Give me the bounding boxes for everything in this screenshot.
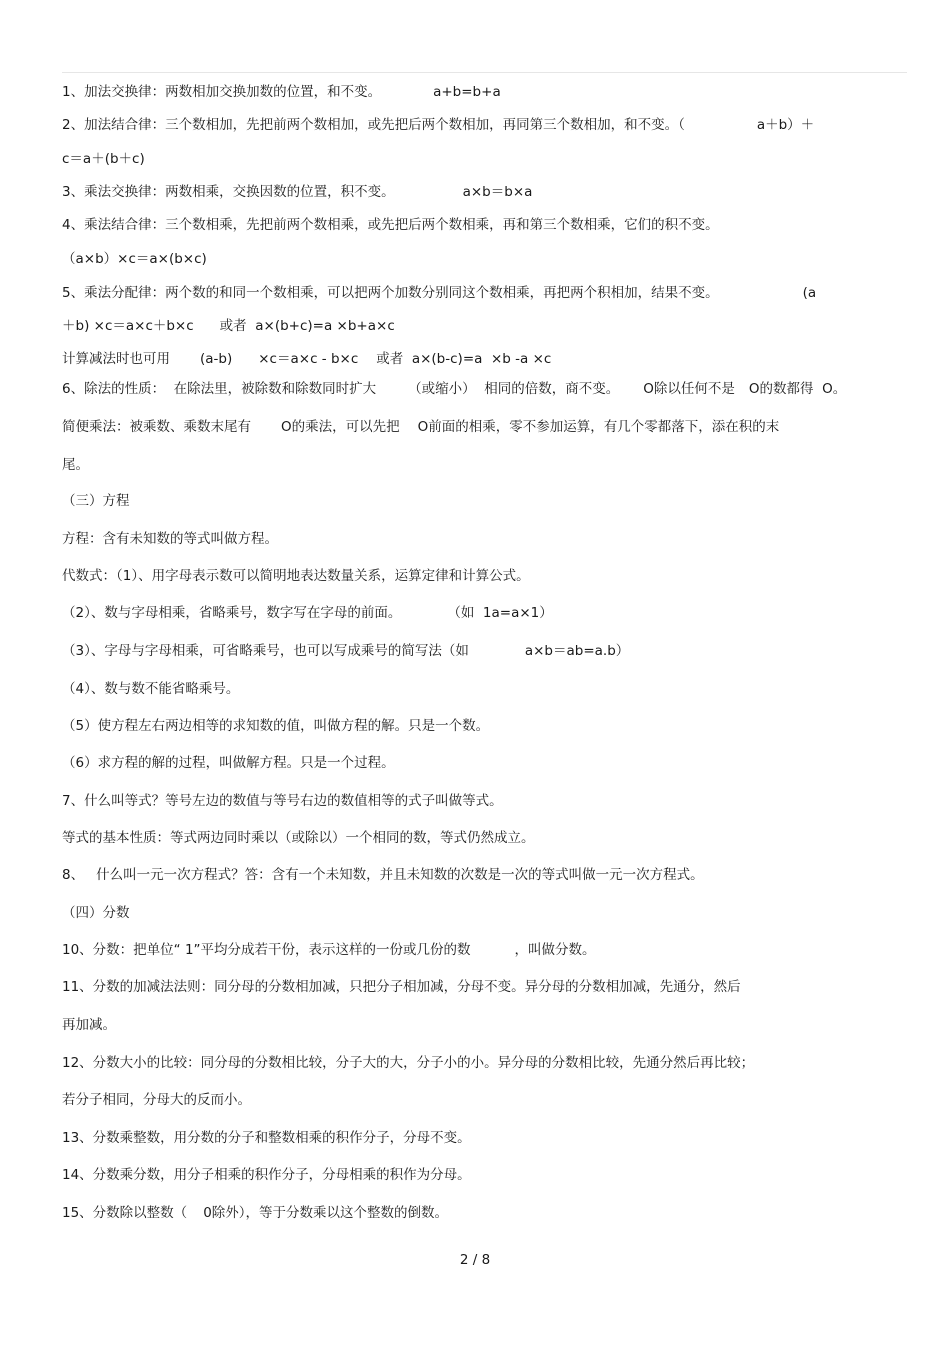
line-22: 等式的基本性质：等式两边同时乘以（或除以）一个相同的数，等式仍然成立。 [62, 830, 535, 846]
line-6: （a×b）×c＝a×(b×c) [62, 251, 207, 267]
line-5: 4、乘法结合律：三个数相乘，先把前两个数相乘，或先把后两个数相乘，再和第三个数相乘，它们的积不变。 [62, 217, 719, 233]
line-19: （5）使方程左右两边相等的求知数的值，叫做方程的解。只是一个数。 [62, 718, 490, 734]
line-27: 再加减。 [62, 1017, 116, 1033]
line-7: 5、乘法分配律：两个数的和同一个数相乘，可以把两个加数分别同这个数相乘，再把两个积相加，结果不变。 (a [62, 285, 817, 301]
section-heading-fraction: （四）分数 [62, 905, 130, 921]
page-number: 2 / 8 [459, 1252, 491, 1268]
line-15: 代数式：（1）、用字母表示数可以简明地表达数量关系，运算定律和计算公式。 [62, 568, 530, 584]
line-30: 13、分数乘整数，用分数的分子和整数相乘的积作分子，分母不变。 [62, 1130, 471, 1146]
line-12: 尾。 [62, 457, 89, 473]
line-9: 计算减法时也可用 (a-b) ×c＝a×c - b×c 或者 a×(b-c)=a ×b -a ×c [62, 351, 552, 367]
line-17: （3）、字母与字母相乘，可省略乘号，也可以写成乘号的简写法（如 a×b＝ab=a.b） [62, 643, 630, 659]
line-32: 15、分数除以整数（ 0除外），等于分数乘以这个整数的倒数。 [62, 1205, 449, 1221]
line-20: （6）求方程的解的过程，叫做解方程。只是一个过程。 [62, 755, 395, 771]
line-14: 方程：含有未知数的等式叫做方程。 [62, 531, 278, 547]
line-4: 3、乘法交换律：两数相乘，交换因数的位置，积不变。 a×b＝b×a [62, 184, 533, 200]
header-rule [62, 72, 907, 73]
line-21: 7、什么叫等式？等号左边的数值与等号右边的数值相等的式子叫做等式。 [62, 793, 503, 809]
line-18: （4）、数与数不能省略乘号。 [62, 681, 240, 697]
line-10: 6、除法的性质： 在除法里，被除数和除数同时扩大 （或缩小） 相同的倍数，商不变。 O除以任何不是 O的数都得 O。 [62, 381, 847, 397]
line-11: 简便乘法：被乘数、乘数末尾有 O的乘法，可以先把 O前面的相乘，零不参加运算，有几个零都落下，添在积的末 [62, 419, 780, 435]
line-29: 若分子相同，分母大的反而小。 [62, 1092, 251, 1108]
line-25: 10、分数：把单位“ 1”平均分成若干份，表示这样的一份或几份的数 ，叫做分数。 [62, 942, 596, 958]
line-16: （2）、数与字母相乘，省略乘号，数字写在字母的前面。 （如 1a=a×1） [62, 605, 553, 621]
line-8: ＋b) ×c＝a×c＋b×c 或者 a×(b+c)=a ×b+a×c [62, 318, 395, 334]
line-2: 2、加法结合律：三个数相加，先把前两个数相加，或先把后两个数相加，再同第三个数相加，和不变。（ a＋b）＋ [62, 117, 815, 133]
section-heading-equation: （三）方程 [62, 493, 130, 509]
line-1: 1、加法交换律：两数相加交换加数的位置，和不变。 a+b=b+a [62, 84, 501, 100]
line-23: 8、 什么叫一元一次方程式？答：含有一个未知数，并且未知数的次数是一次的等式叫做一元一次方程式。 [62, 867, 704, 883]
line-31: 14、分数乘分数，用分子相乘的积作分子，分母相乘的积作为分母。 [62, 1167, 471, 1183]
line-26: 11、分数的加减法法则：同分母的分数相加减，只把分子相加减，分母不变。异分母的分数相加减，先通分，然后 [62, 979, 741, 995]
line-3: c＝a＋(b＋c) [62, 151, 145, 167]
line-28: 12、分数大小的比较：同分母的分数相比较，分子大的大，分子小的小。异分母的分数相比较，先通分然后再比较； [62, 1055, 755, 1071]
